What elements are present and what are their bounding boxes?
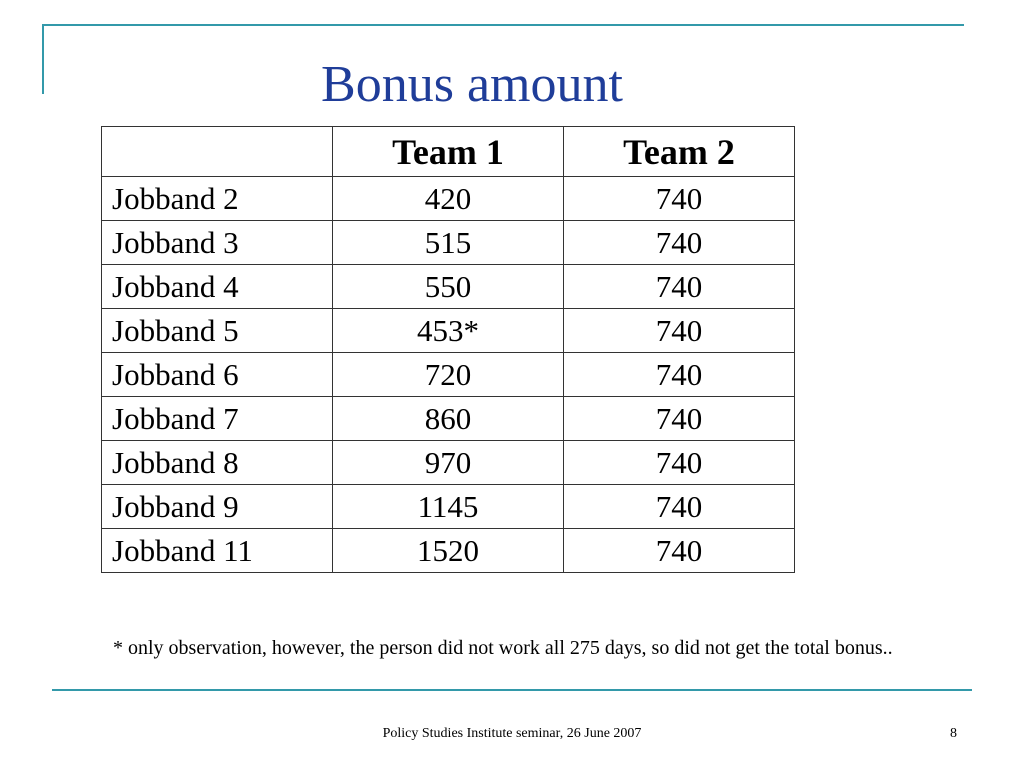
team-2-cell: 740 <box>564 529 795 573</box>
team-2-cell: 740 <box>564 265 795 309</box>
slide-title: Bonus amount <box>321 56 623 113</box>
team-1-cell: 515 <box>333 221 564 265</box>
table-row <box>102 485 795 529</box>
header-cell-team-1: Team 1 <box>333 127 564 177</box>
jobband-cell: Jobband 6 <box>102 353 333 397</box>
team-1-cell: 1145 <box>333 485 564 529</box>
jobband-cell: Jobband 2 <box>102 177 333 221</box>
jobband-cell: Jobband 4 <box>102 265 333 309</box>
footer-text: Policy Studies Institute seminar, 26 June 2007 <box>382 726 642 741</box>
team-1-cell: 860 <box>333 397 564 441</box>
table-row <box>102 529 795 573</box>
bonus-table <box>101 126 795 573</box>
jobband-cell: Jobband 7 <box>102 397 333 441</box>
team-1-cell: 550 <box>333 265 564 309</box>
jobband-cell: Jobband 5 <box>102 309 333 353</box>
table-row <box>102 177 795 221</box>
team-2-cell: 740 <box>564 441 795 485</box>
table-row <box>102 265 795 309</box>
team-2-cell: 740 <box>564 353 795 397</box>
header-cell-team-2: Team 2 <box>564 127 795 177</box>
team-1-cell: 970 <box>333 441 564 485</box>
page-number: 8 <box>950 726 957 741</box>
accent-line-bottom <box>52 689 972 691</box>
table-row <box>102 309 795 353</box>
team-1-cell: 453* <box>333 309 564 353</box>
accent-line-top <box>42 24 964 26</box>
jobband-cell: Jobband 11 <box>102 529 333 573</box>
jobband-cell: Jobband 9 <box>102 485 333 529</box>
table-row <box>102 397 795 441</box>
team-2-cell: 740 <box>564 177 795 221</box>
team-1-cell: 720 <box>333 353 564 397</box>
team-1-cell: 420 <box>333 177 564 221</box>
team-2-cell: 740 <box>564 485 795 529</box>
team-1-cell: 1520 <box>333 529 564 573</box>
jobband-cell: Jobband 8 <box>102 441 333 485</box>
table-row <box>102 221 795 265</box>
table-row <box>102 353 795 397</box>
table-row <box>102 441 795 485</box>
header-cell-empty <box>102 127 333 177</box>
team-2-cell: 740 <box>564 309 795 353</box>
footnote: * only observation, however, the person did not work all 275 days, so did not get the total bonus.. <box>113 637 893 659</box>
team-2-cell: 740 <box>564 397 795 441</box>
jobband-cell: Jobband 3 <box>102 221 333 265</box>
table-header-row <box>102 127 795 177</box>
team-2-cell: 740 <box>564 221 795 265</box>
